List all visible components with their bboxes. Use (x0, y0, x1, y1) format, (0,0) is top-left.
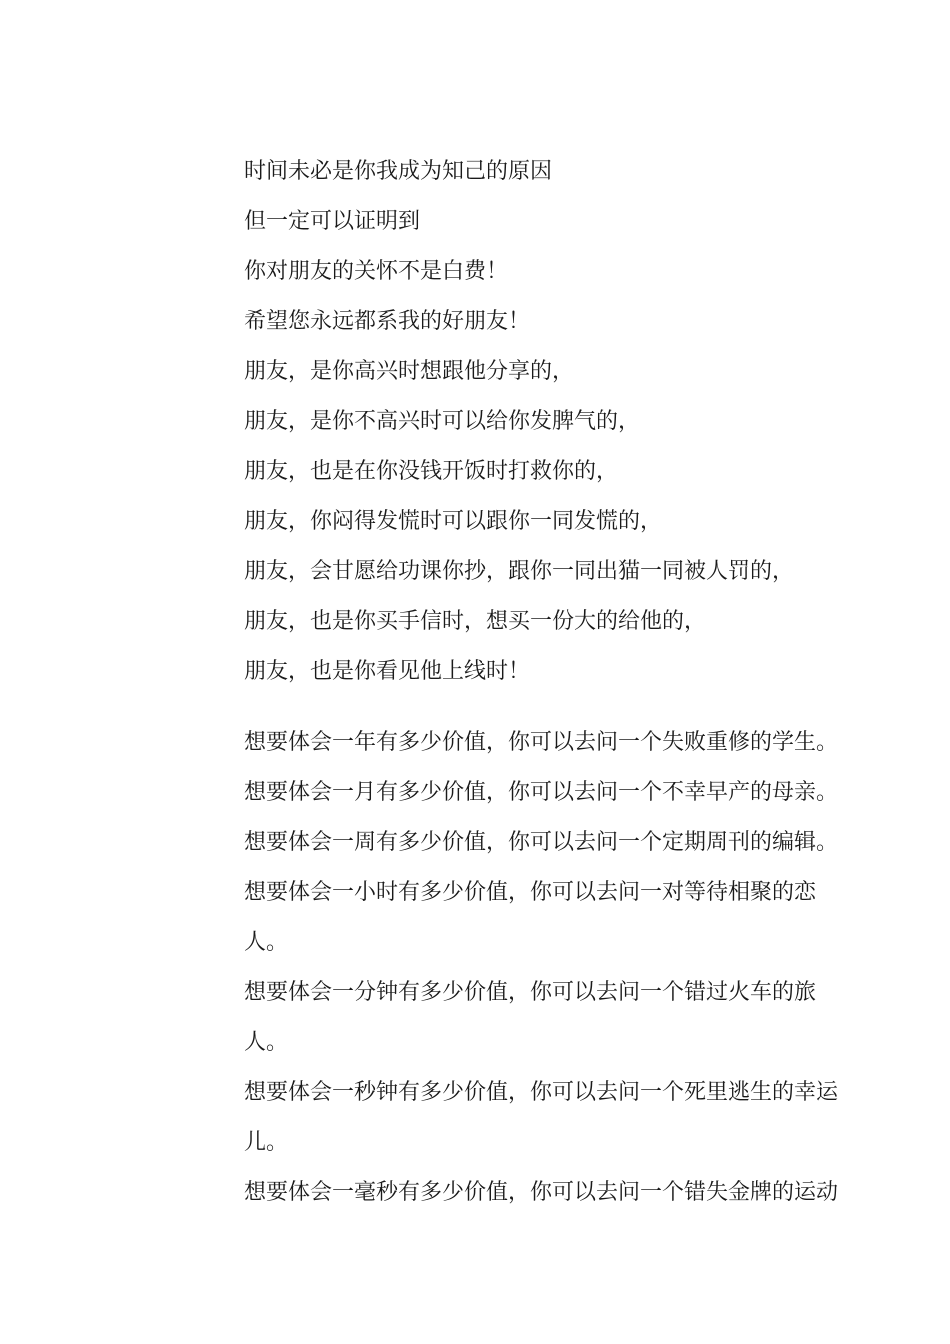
time-value-passage (244, 718, 904, 1218)
friendship-passage (244, 147, 904, 697)
text-line: 你对朋友的关怀不是白费！ (244, 259, 509, 284)
text-line: 想要体会一周有多少价值，你可以去问一个定期周刊的编辑。 (244, 830, 839, 855)
text-line: 朋友，你闷得发慌时可以跟你一同发慌的， (244, 509, 663, 534)
text-line: 儿。 (244, 1130, 289, 1155)
text-line: 朋友，会甘愿给功课你抄，跟你一同出猫一同被人罚的， (244, 559, 795, 584)
text-line: 希望您永远都系我的好朋友！ (244, 309, 531, 334)
text-line: 想要体会一毫秒有多少价值，你可以去问一个错失金牌的运动 (244, 1180, 839, 1205)
text-line: 想要体会一秒钟有多少价值，你可以去问一个死里逃生的幸运 (244, 1080, 839, 1105)
text-line: 想要体会一月有多少价值，你可以去问一个不幸早产的母亲。 (244, 780, 839, 805)
text-line: 想要体会一小时有多少价值，你可以去问一对等待相聚的恋 (244, 880, 817, 905)
text-line: 朋友，也是你看见他上线时！ (244, 659, 531, 684)
text-line: 想要体会一分钟有多少价值，你可以去问一个错过火车的旅 (244, 980, 817, 1005)
text-line: 朋友，是你不高兴时可以给你发脾气的， (244, 409, 641, 434)
text-line: 朋友，是你高兴时想跟他分享的， (244, 359, 575, 384)
text-line: 朋友，也是在你没钱开饭时打救你的， (244, 459, 619, 484)
text-line: 人。 (244, 930, 289, 955)
text-line: 人。 (244, 1030, 289, 1055)
text-line: 想要体会一年有多少价值，你可以去问一个失败重修的学生。 (244, 730, 839, 755)
text-line: 朋友，也是你买手信时，想买一份大的给他的， (244, 609, 707, 634)
text-line: 时间未必是你我成为知己的原因 (244, 159, 553, 184)
text-line: 但一定可以证明到 (244, 209, 421, 234)
